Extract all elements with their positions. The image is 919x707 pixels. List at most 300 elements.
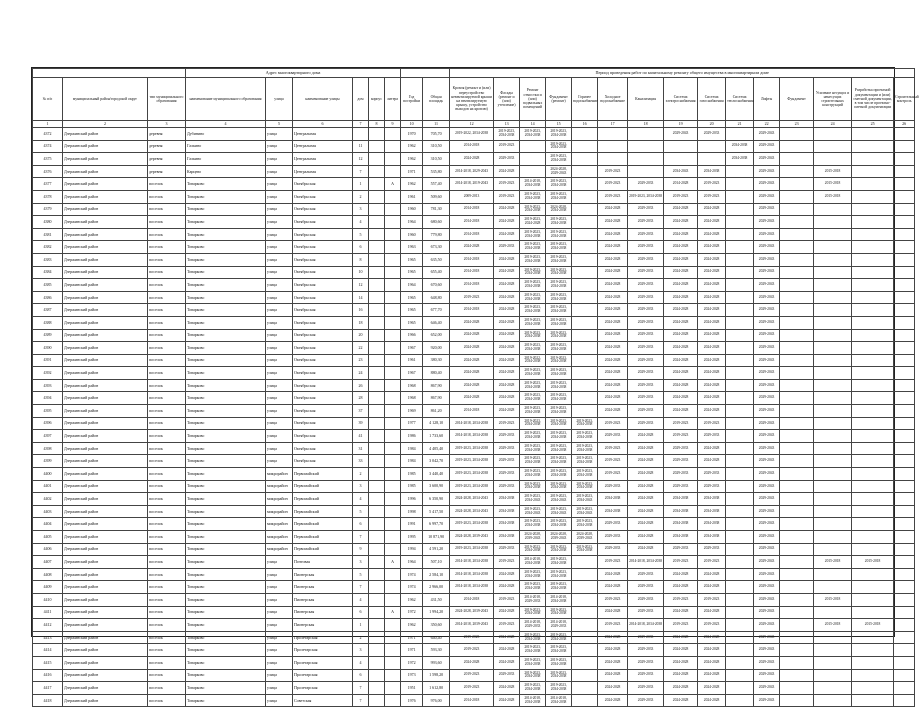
table-cell: поселок — [148, 480, 186, 493]
table-cell: 2029-2033 — [598, 480, 628, 493]
table-cell: 2019-2023 — [494, 140, 520, 153]
table-cell: Товарково — [186, 606, 266, 619]
table-cell: 2029-2043 — [754, 505, 780, 518]
table-cell: 7 — [353, 531, 369, 544]
column-number: 6 — [293, 121, 353, 128]
table-cell: 2034-2038 — [664, 518, 698, 531]
table-cell — [369, 241, 385, 254]
table-cell: улица — [266, 593, 293, 606]
table-cell: 6 — [353, 606, 369, 619]
column-number: 13 — [494, 121, 520, 128]
column-number: 19 — [664, 121, 698, 128]
table-cell — [664, 140, 698, 153]
table-cell — [780, 606, 814, 619]
table-row — [33, 593, 915, 606]
table-cell — [814, 140, 852, 153]
table-cell: 2024-2028 — [598, 203, 628, 216]
table-row — [33, 543, 915, 556]
table-cell — [814, 279, 852, 292]
table-cell: поселок — [148, 468, 186, 481]
table-cell: 2029-2043 — [754, 543, 780, 556]
table-cell: 2019-2023, 2034-2038 — [628, 190, 664, 203]
table-cell: 2024-2028 — [494, 581, 520, 594]
table-cell: поселок — [148, 405, 186, 418]
table-cell: улица — [266, 417, 293, 430]
table-cell: 867,90 — [423, 392, 450, 405]
table-cell: 22 — [353, 342, 369, 355]
table-cell: 2024-2028 — [598, 304, 628, 317]
table-cell: 2019-2023, 2034-2038 — [546, 379, 572, 392]
table-cell — [385, 619, 401, 632]
table-cell — [572, 216, 598, 229]
table-row — [33, 178, 915, 191]
column-header: Система электроснабжения — [664, 78, 698, 121]
table-cell: 2014-2018, 2034-2038 — [520, 178, 546, 191]
table-cell — [894, 430, 915, 443]
table-cell — [726, 644, 754, 657]
table-cell — [852, 568, 894, 581]
table-cell — [852, 543, 894, 556]
table-cell: 2024-2028 — [494, 631, 520, 644]
table-cell: 1996 — [401, 493, 423, 506]
column-header: улица — [266, 78, 293, 121]
table-cell — [894, 480, 915, 493]
table-cell — [385, 480, 401, 493]
table-cell: 2024-2028 — [698, 581, 726, 594]
table-cell: 2029-2043 — [754, 367, 780, 380]
column-header: Горячее водоснабжение — [572, 78, 598, 121]
table-cell — [726, 531, 754, 544]
table-row — [33, 669, 915, 682]
table-cell — [814, 316, 852, 329]
table-cell: поселок — [148, 417, 186, 430]
table-cell — [698, 153, 726, 166]
table-cell: Товарково — [186, 228, 266, 241]
table-cell: Дзержинский район — [63, 392, 148, 405]
table-cell: Дзержинский район — [63, 631, 148, 644]
table-cell: 5 417,50 — [423, 505, 450, 518]
table-cell — [385, 468, 401, 481]
table-cell: 6 — [353, 669, 369, 682]
table-body — [33, 128, 915, 707]
table-cell: 2034-2038 — [664, 493, 698, 506]
table-cell — [894, 329, 915, 342]
table-row — [33, 531, 915, 544]
table-cell: Товарково — [186, 543, 266, 556]
table-cell — [385, 417, 401, 430]
column-number: 24 — [814, 121, 852, 128]
column-number: 26 — [894, 121, 915, 128]
table-cell: 1971 — [401, 165, 423, 178]
table-cell: Дзержинский район — [63, 505, 148, 518]
table-cell: 2019-2023, 2034-2038 — [520, 518, 546, 531]
column-number: 14 — [520, 121, 546, 128]
table-cell: Товарково — [186, 316, 266, 329]
table-cell — [894, 253, 915, 266]
table-cell: 2019-2023, 2034-2038 — [546, 480, 572, 493]
table-cell: 1976 — [401, 694, 423, 707]
table-cell: 535,80 — [423, 165, 450, 178]
table-row — [33, 568, 915, 581]
table-cell: 2019-2023 — [598, 178, 628, 191]
table-cell: 2014-2018, 2029-2033 — [520, 593, 546, 606]
table-cell: 4381 — [33, 228, 63, 241]
table-cell: 1965 — [401, 253, 423, 266]
table-cell — [385, 694, 401, 707]
table-cell: 2024-2028 — [494, 644, 520, 657]
table-cell — [780, 266, 814, 279]
table-row — [33, 304, 915, 317]
column-header: Фасады (ремонт и (или) утепление) — [494, 78, 520, 121]
table-cell — [369, 430, 385, 443]
table-cell: 2024-2028 — [494, 216, 520, 229]
table-cell: 670,60 — [423, 279, 450, 292]
table-cell: 2024-2028 — [598, 682, 628, 695]
table-cell: 2024-2028 — [598, 216, 628, 229]
table-cell: 2009-2013 — [450, 190, 494, 203]
table-cell: 6 — [353, 241, 369, 254]
table-cell: 1962 — [401, 153, 423, 166]
table-cell: 2024-2028 — [664, 241, 698, 254]
table-cell — [780, 304, 814, 317]
table-cell: 2024-2028 — [494, 354, 520, 367]
table-cell: 2019-2023, 2034-2038 — [572, 430, 598, 443]
table-cell — [780, 518, 814, 531]
table-cell: 2019-2023, 2034-2043 — [520, 493, 546, 506]
table-cell — [894, 165, 915, 178]
table-cell: 2034-2038 — [698, 531, 726, 544]
table-cell — [369, 190, 385, 203]
table-cell — [814, 493, 852, 506]
table-cell: 2019-2023, 2034-2038 — [520, 253, 546, 266]
table-row — [33, 140, 915, 153]
table-cell: 2034-2038 — [698, 165, 726, 178]
table-cell — [780, 417, 814, 430]
table-cell — [852, 455, 894, 468]
table-cell: 2019-2023, 2034-2038 — [546, 417, 572, 430]
table-cell — [572, 631, 598, 644]
table-cell: 2019-2023, 2034-2038 — [546, 455, 572, 468]
table-cell — [852, 291, 894, 304]
table-cell: Октябрьская — [293, 241, 353, 254]
table-cell: улица — [266, 581, 293, 594]
table-cell: 2019-2023, 2034-2038 — [546, 430, 572, 443]
table-row — [33, 606, 915, 619]
table-cell — [369, 644, 385, 657]
column-header: тип муниципального образования — [148, 78, 186, 121]
table-cell: поселок — [148, 216, 186, 229]
table-cell — [385, 531, 401, 544]
table-cell: Первомайский — [293, 468, 353, 481]
table-cell: поселок — [148, 304, 186, 317]
table-cell: поселок — [148, 619, 186, 632]
table-cell: микрорайон — [266, 468, 293, 481]
table-cell: Центральная — [293, 140, 353, 153]
table-cell — [726, 190, 754, 203]
table-cell: 680,60 — [423, 216, 450, 229]
table-cell — [385, 367, 401, 380]
table-cell — [780, 165, 814, 178]
table-cell: 2024-2028 — [698, 329, 726, 342]
table-cell: 2019-2023 — [494, 417, 520, 430]
table-cell: 7 — [353, 165, 369, 178]
table-cell — [385, 518, 401, 531]
table-cell: 2024-2028 — [664, 203, 698, 216]
table-cell: Дзержинский район — [63, 606, 148, 619]
table-cell: 4387 — [33, 304, 63, 317]
table-cell: 4415 — [33, 656, 63, 669]
table-cell: улица — [266, 644, 293, 657]
table-cell: 4418 — [33, 694, 63, 707]
table-cell: 2029-2043 — [754, 216, 780, 229]
table-cell: 2019-2023, 2034-2038 — [520, 417, 546, 430]
table-cell: Товарково — [186, 480, 266, 493]
table-cell — [572, 593, 598, 606]
table-cell: Пионерская — [293, 593, 353, 606]
table-cell — [780, 468, 814, 481]
table-cell: Дзержинский район — [63, 430, 148, 443]
table-cell: 2029-2033 — [698, 128, 726, 141]
table-row — [33, 505, 915, 518]
table-cell: 2019-2023, 2034-2038 — [546, 216, 572, 229]
table-cell: 1 733,60 — [423, 430, 450, 443]
table-cell: 2024-2028 — [664, 329, 698, 342]
table-cell: 3 600,90 — [423, 480, 450, 493]
table-cell: Октябрьская — [293, 279, 353, 292]
table-cell: поселок — [148, 518, 186, 531]
table-cell: 2024-2028 — [494, 165, 520, 178]
table-cell — [894, 468, 915, 481]
table-cell: 1965 — [401, 316, 423, 329]
table-cell: Пионерская — [293, 581, 353, 594]
table-cell — [852, 216, 894, 229]
table-cell: 1967 — [401, 342, 423, 355]
table-cell: 2024-2028 — [664, 216, 698, 229]
table-cell — [814, 266, 852, 279]
table-cell: 2019-2023 — [698, 619, 726, 632]
table-cell: поселок — [148, 656, 186, 669]
table-cell: 2019-2023, 2034-2038 — [520, 568, 546, 581]
table-cell — [852, 581, 894, 594]
table-cell: Товарково — [186, 253, 266, 266]
table-cell: 2034-2038 — [494, 505, 520, 518]
table-row — [33, 556, 915, 569]
table-cell: 2024-2028 — [664, 304, 698, 317]
table-cell — [385, 140, 401, 153]
table-cell: 993,60 — [423, 656, 450, 669]
table-cell: 4399 — [33, 455, 63, 468]
column-number: 25 — [852, 121, 894, 128]
table-cell — [852, 178, 894, 191]
table-cell: 2019-2023, 2034-2038 — [520, 682, 546, 695]
table-cell: 2019-2023 — [494, 619, 520, 632]
table-cell: поселок — [148, 581, 186, 594]
column-header: Общая площадь — [423, 78, 450, 121]
table-cell: Дзержинский район — [63, 253, 148, 266]
table-cell: 2029-2033 — [628, 354, 664, 367]
table-cell — [726, 606, 754, 619]
table-cell: 2024-2028 — [494, 304, 520, 317]
table-cell — [385, 316, 401, 329]
table-cell: Октябрьская — [293, 417, 353, 430]
table-cell: улица — [266, 190, 293, 203]
table-cell — [369, 682, 385, 695]
table-cell: 2029-2043 — [754, 581, 780, 594]
table-cell: 2029-2043 — [754, 518, 780, 531]
table-cell: 4375 — [33, 153, 63, 166]
table-cell — [726, 568, 754, 581]
table-cell: 2024-2028 — [598, 279, 628, 292]
table-cell — [572, 128, 598, 141]
table-cell: 1962 — [401, 140, 423, 153]
table-cell: 2019-2023, 2034-2038 — [520, 480, 546, 493]
table-cell: 2019-2023, 2034-2038 — [520, 203, 546, 216]
table-cell — [369, 581, 385, 594]
table-cell: 2024-2028, 2039-2043 — [546, 531, 572, 544]
table-cell — [726, 417, 754, 430]
table-cell: 2014-2018 — [450, 405, 494, 418]
table-row — [33, 329, 915, 342]
table-cell: 640,40 — [423, 631, 450, 644]
table-cell: 2019-2023, 2034-2043 — [546, 505, 572, 518]
table-cell — [726, 367, 754, 380]
table-cell: 2029-2033 — [494, 241, 520, 254]
table-cell — [780, 505, 814, 518]
table-cell: 1969 — [401, 405, 423, 418]
table-cell — [385, 279, 401, 292]
table-cell: 2024-2028 — [628, 531, 664, 544]
table-row — [33, 656, 915, 669]
table-cell — [780, 203, 814, 216]
table-cell: 2014-2018, 2034-2038 — [520, 556, 546, 569]
table-cell: 2019-2023, 2034-2038 — [520, 266, 546, 279]
table-cell: 2024-2028 — [664, 682, 698, 695]
table-cell: 1962 — [401, 593, 423, 606]
table-cell: 2024-2028 — [628, 468, 664, 481]
table-cell — [385, 329, 401, 342]
column-header: Строительный контроль — [894, 78, 915, 121]
table-cell — [852, 153, 894, 166]
table-cell: 2029-2033 — [664, 543, 698, 556]
table-cell — [780, 568, 814, 581]
table-cell — [385, 644, 401, 657]
column-number: 3 — [148, 121, 186, 128]
table-cell: 2024-2028 — [494, 682, 520, 695]
column-header: Усиление несущих и ненесущих строительных конструкций — [814, 78, 852, 121]
table-cell: 2024-2028 — [598, 228, 628, 241]
table-cell: 1998 — [401, 505, 423, 518]
table-cell — [598, 128, 628, 141]
table-cell — [894, 216, 915, 229]
table-cell: 2024-2028 — [664, 291, 698, 304]
table-cell: 2029-2043 — [754, 669, 780, 682]
table-cell: Октябрьская — [293, 405, 353, 418]
table-cell: 1985 — [401, 480, 423, 493]
table-cell: Дзержинский район — [63, 468, 148, 481]
table-cell — [814, 367, 852, 380]
table-cell: 4397 — [33, 430, 63, 443]
table-cell — [780, 593, 814, 606]
table-cell: Октябрьская — [293, 392, 353, 405]
table-cell — [894, 644, 915, 657]
table-cell — [852, 505, 894, 518]
table-cell: 4388 — [33, 316, 63, 329]
table-cell: 2019-2023 — [698, 178, 726, 191]
table-cell: 2029-2043 — [754, 228, 780, 241]
table-cell: 2034-2038 — [698, 505, 726, 518]
table-cell: поселок — [148, 531, 186, 544]
table-cell: 2029-2043 — [754, 606, 780, 619]
table-cell: 2024-2028 — [450, 367, 494, 380]
table-cell: Октябрьская — [293, 367, 353, 380]
table-cell: 2019-2023, 2034-2038 — [520, 329, 546, 342]
table-row — [33, 279, 915, 292]
table-cell: 2019-2023 — [598, 556, 628, 569]
table-cell: 41 — [353, 430, 369, 443]
table-cell: Галкино — [186, 153, 266, 166]
table-row — [33, 392, 915, 405]
table-cell — [369, 354, 385, 367]
table-cell: 2024-2028 — [450, 656, 494, 669]
table-cell: улица — [266, 669, 293, 682]
table-cell — [852, 682, 894, 695]
table-cell: 23 — [353, 354, 369, 367]
table-cell: 2019-2023, 2034-2038 — [450, 455, 494, 468]
table-cell — [369, 417, 385, 430]
table-cell — [852, 228, 894, 241]
table-cell: Товарково — [186, 455, 266, 468]
table-cell: Дзержинский район — [63, 556, 148, 569]
table-cell: 3 042,70 — [423, 455, 450, 468]
table-cell: 2014-2018, 2034-2038 — [450, 556, 494, 569]
table-cell: 12 — [353, 153, 369, 166]
table-cell: 2024-2028 — [598, 392, 628, 405]
table-row — [33, 203, 915, 216]
table-cell: 2019-2023, 2034-2038 — [546, 581, 572, 594]
table-row — [33, 619, 915, 632]
table-cell: 2024-2028 — [598, 291, 628, 304]
table-cell — [369, 228, 385, 241]
table-cell — [572, 291, 598, 304]
table-cell: Пролетарская — [293, 644, 353, 657]
table-cell: 2029-2033 — [628, 606, 664, 619]
table-cell — [780, 128, 814, 141]
table-cell: Первомайский — [293, 518, 353, 531]
table-cell: 880,40 — [423, 367, 450, 380]
table-cell — [628, 128, 664, 141]
table-cell — [726, 694, 754, 707]
table-row — [33, 228, 915, 241]
table-cell — [814, 228, 852, 241]
table-cell — [369, 253, 385, 266]
table-cell — [814, 253, 852, 266]
table-cell: 2024-2028 — [598, 342, 628, 355]
table-cell: 1995 — [401, 531, 423, 544]
table-cell: 2019-2023, 2034-2043 — [546, 493, 572, 506]
table-cell — [726, 656, 754, 669]
table-cell: 2019-2022, 2034-2038 — [520, 354, 546, 367]
table-cell — [369, 128, 385, 141]
table-cell: 1962 — [401, 619, 423, 632]
table-cell: поселок — [148, 190, 186, 203]
table-cell: 2024-2028 — [628, 430, 664, 443]
table-cell — [814, 606, 852, 619]
table-row — [33, 153, 915, 166]
table-cell: 2019-2023, 2034-2038 — [546, 543, 572, 556]
table-cell: 2029-2033 — [494, 669, 520, 682]
table-cell: 1 612,80 — [423, 682, 450, 695]
table-cell: 2019-2023, 2034-2038 — [546, 342, 572, 355]
